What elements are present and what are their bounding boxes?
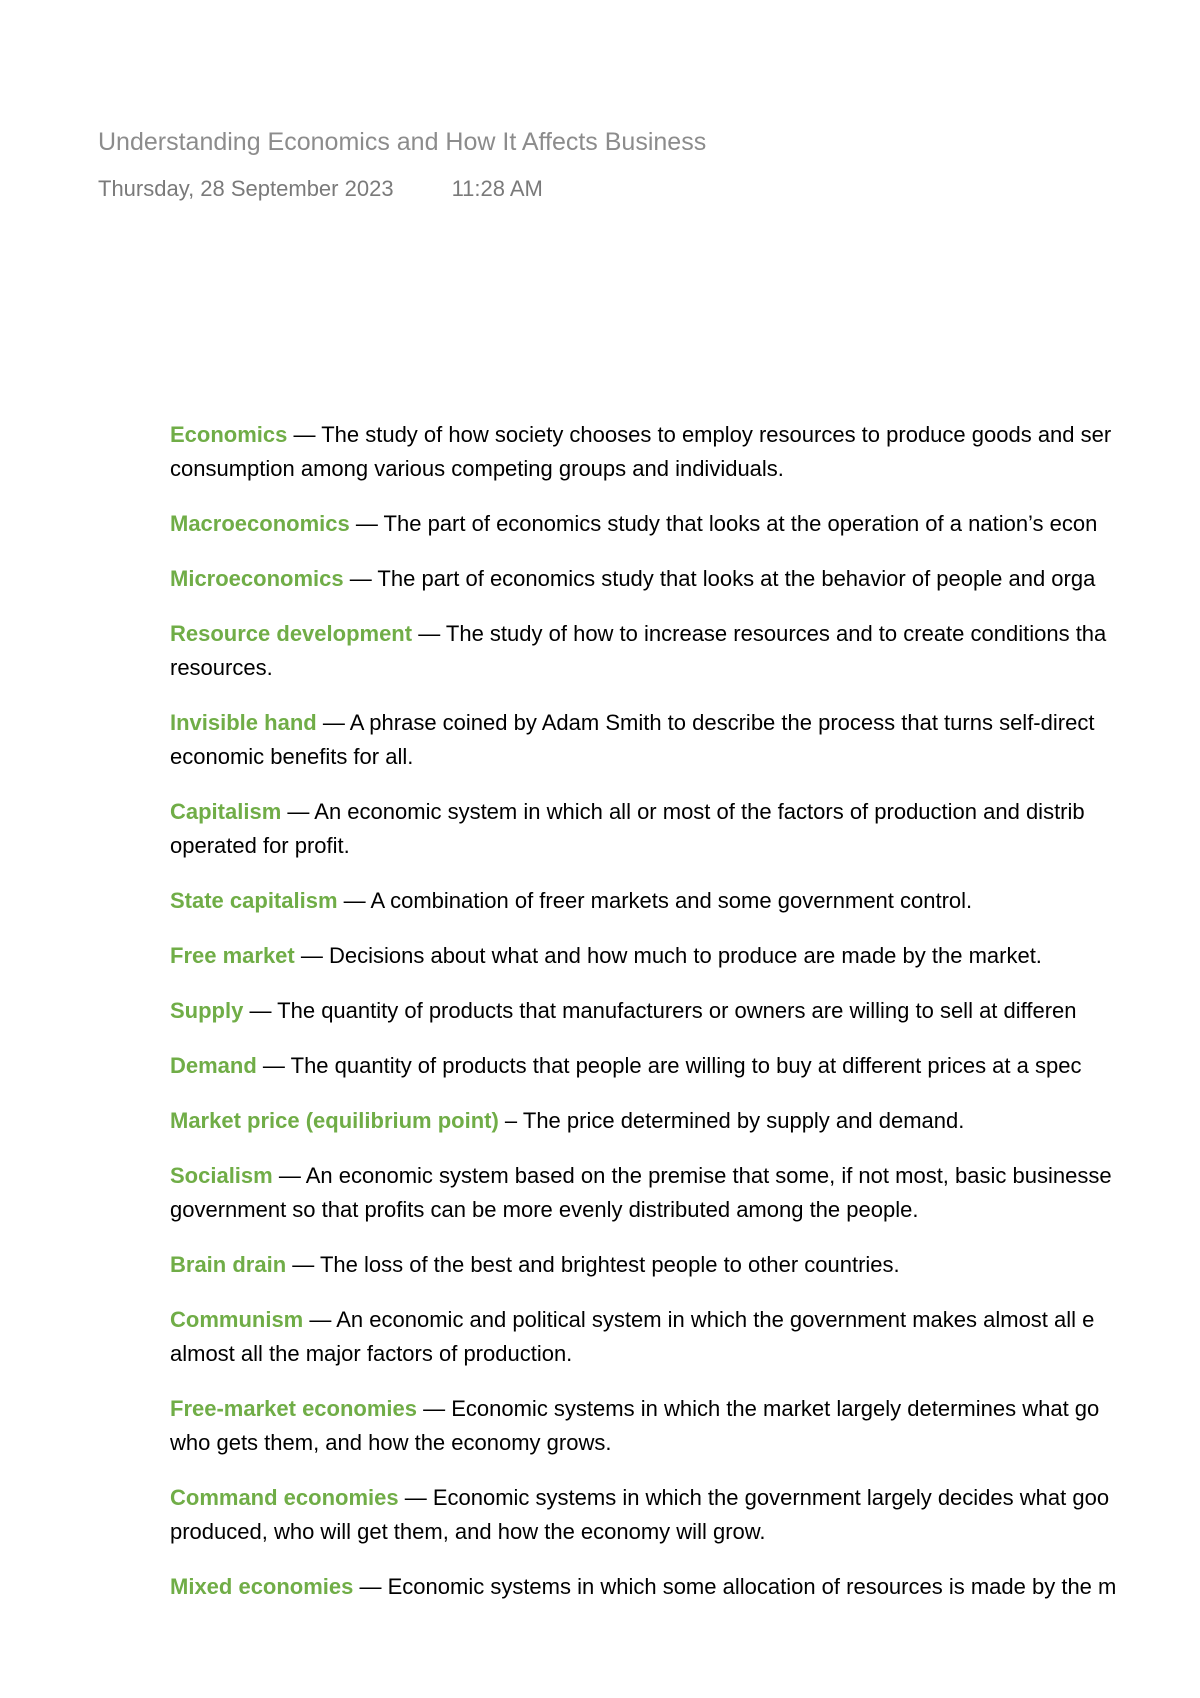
term-word: Macroeconomics (170, 511, 350, 536)
term-word: Resource development (170, 621, 413, 646)
term-word: Market price (equilibrium point) (170, 1108, 499, 1133)
term-word: Command economies (170, 1485, 399, 1510)
term-definition: — Economic systems in which the government largely decides what goo produced, who will get them, and how the economy will grow. (170, 1485, 1110, 1544)
term-definition: — Economic systems in which the market largely determines what go who gets them, and how the economy grows. (170, 1396, 1100, 1455)
glossary-entry (170, 1049, 1200, 1083)
term-word: Mixed economies (170, 1574, 354, 1599)
term-definition: — The part of economics study that looks at the operation of a nation’s econ (349, 511, 1098, 536)
glossary-entry (170, 507, 1200, 541)
term-definition: — An economic system in which all or most of the factors of production and distrib operated for profit. (170, 799, 1085, 858)
glossary-entry (170, 1159, 1200, 1227)
term-definition: — The quantity of products that manufacturers or owners are willing to sell at differen (243, 998, 1077, 1023)
glossary-entry (170, 939, 1200, 973)
term-word: Brain drain (170, 1252, 287, 1277)
term-definition: — A phrase coined by Adam Smith to describe the process that turns self-direct economic benefits for all. (170, 710, 1095, 769)
glossary-entry (170, 1570, 1200, 1604)
glossary-entry (170, 1248, 1200, 1282)
note-metadata (98, 176, 543, 202)
term-definition: — An economic system based on the premise that some, if not most, basic businesse government so that profits can be more evenly distributed among the people. (170, 1163, 1112, 1222)
glossary-list (170, 418, 1200, 1625)
glossary-entry (170, 418, 1200, 486)
term-word: State capitalism (170, 888, 338, 913)
term-word: Communism (170, 1307, 304, 1332)
term-word: Socialism (170, 1163, 273, 1188)
term-word: Free market (170, 943, 295, 968)
note-time: 11:28 AM (451, 176, 543, 201)
glossary-entry (170, 1392, 1200, 1460)
term-definition: — Economic systems in which some allocation of resources is made by the m (353, 1574, 1117, 1599)
term-word: Free-market economies (170, 1396, 417, 1421)
glossary-entry (170, 795, 1200, 863)
glossary-entry (170, 617, 1200, 685)
term-definition: – The price determined by supply and demand. (498, 1108, 965, 1133)
term-definition: — The study of how to increase resources and to create conditions tha resources. (170, 621, 1107, 680)
term-definition: — The loss of the best and brightest people to other countries. (286, 1252, 900, 1277)
note-date: Thursday, 28 September 2023 (98, 176, 394, 201)
page-title: Understanding Economics and How It Affects Business (98, 128, 707, 156)
term-word: Economics (170, 422, 288, 447)
term-definition: — The quantity of products that people are willing to buy at different prices at a spec (256, 1053, 1082, 1078)
glossary-entry (170, 994, 1200, 1028)
term-definition: — The study of how society chooses to employ resources to produce goods and ser consumption among various competing groups and individuals. (170, 422, 1112, 481)
glossary-entry (170, 1303, 1200, 1371)
glossary-entry (170, 1104, 1200, 1138)
glossary-entry (170, 706, 1200, 774)
term-definition: — A combination of freer markets and some government control. (337, 888, 973, 913)
term-word: Capitalism (170, 799, 282, 824)
term-definition: — The part of economics study that looks at the behavior of people and orga (343, 566, 1096, 591)
term-word: Microeconomics (170, 566, 344, 591)
term-definition: — An economic and political system in which the government makes almost all e almost all the major factors of production. (170, 1307, 1095, 1366)
glossary-entry (170, 562, 1200, 596)
term-word: Invisible hand (170, 710, 317, 735)
term-word: Supply (170, 998, 244, 1023)
glossary-entry (170, 1481, 1200, 1549)
term-word: Demand (170, 1053, 257, 1078)
term-definition: — Decisions about what and how much to produce are made by the market. (294, 943, 1042, 968)
glossary-entry (170, 884, 1200, 918)
